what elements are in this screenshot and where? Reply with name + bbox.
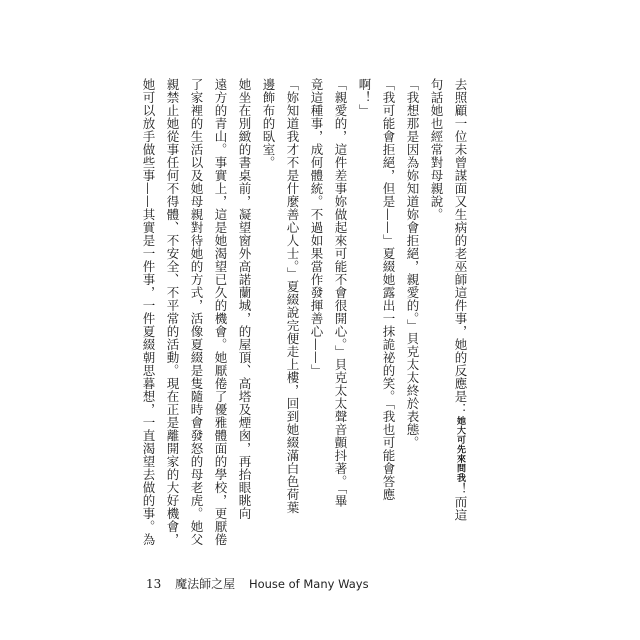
text-column-7: 竟這種事，成何體統。不過如果當作發揮善心——」 xyxy=(309,78,324,377)
text-column-12: 了家裡的生活以及她母親對待她的方式，活像夏綴是隻隨時會發怒的母老虎。她父 xyxy=(189,78,204,546)
text-column-1 xyxy=(450,78,470,548)
emphasized-aside: 她大可先來問我 xyxy=(455,416,465,483)
text-column-8: 「妳知道我才不是什麼善心人士。」夏綴說完便走上樓，回到她綴滿白色荷葉 xyxy=(285,78,300,514)
column-text: 去照顧一位未曾謀面又生病的老巫師這件事，她的反應是： xyxy=(453,78,468,416)
text-column-6: 「親愛的，這件差事妳做起來可能不會很開心。」貝克太太聲音顫抖著。「畢 xyxy=(333,78,348,508)
column-text: ！而這 xyxy=(453,482,468,522)
page-number: 13 xyxy=(146,577,162,591)
text-column-9: 邊飾布的臥室。 xyxy=(261,78,276,169)
text-column-5: 啊！」 xyxy=(357,78,372,117)
book-title-chinese: 魔法師之屋 xyxy=(175,577,236,591)
book-title-english: House of Many Ways xyxy=(248,577,369,591)
text-column-4: 「我可能會拒絕，但是——」夏綴她露出一抹詭祕的笑。「我也可能會答應 xyxy=(381,78,396,501)
text-column-11: 遠方的青山。事實上，這是她渴望已久的機會。她厭倦了優雅體面的學校，更厭倦 xyxy=(213,78,228,546)
text-column-10: 她坐在別緻的書桌前，凝望窗外高諾蘭城，的屋頂、高塔及煙囪，再抬眼眺向 xyxy=(237,78,252,520)
text-column-2: 句話她也經常對母親說。 xyxy=(429,78,444,221)
text-column-13: 親禁止她從事任何不得體、不安全、不平常的活動。現在正是離開家的大好機會， xyxy=(165,78,180,546)
text-column-3: 「我想那是因為妳知道妳會拒絕，親愛的。」貝克太太終於表態。 xyxy=(405,78,420,449)
page-footer xyxy=(146,575,379,592)
text-column-14: 她可以放手做些事——其實是一件事，一件夏綴朝思暮想，一直渴望去做的事。為 xyxy=(141,78,156,546)
